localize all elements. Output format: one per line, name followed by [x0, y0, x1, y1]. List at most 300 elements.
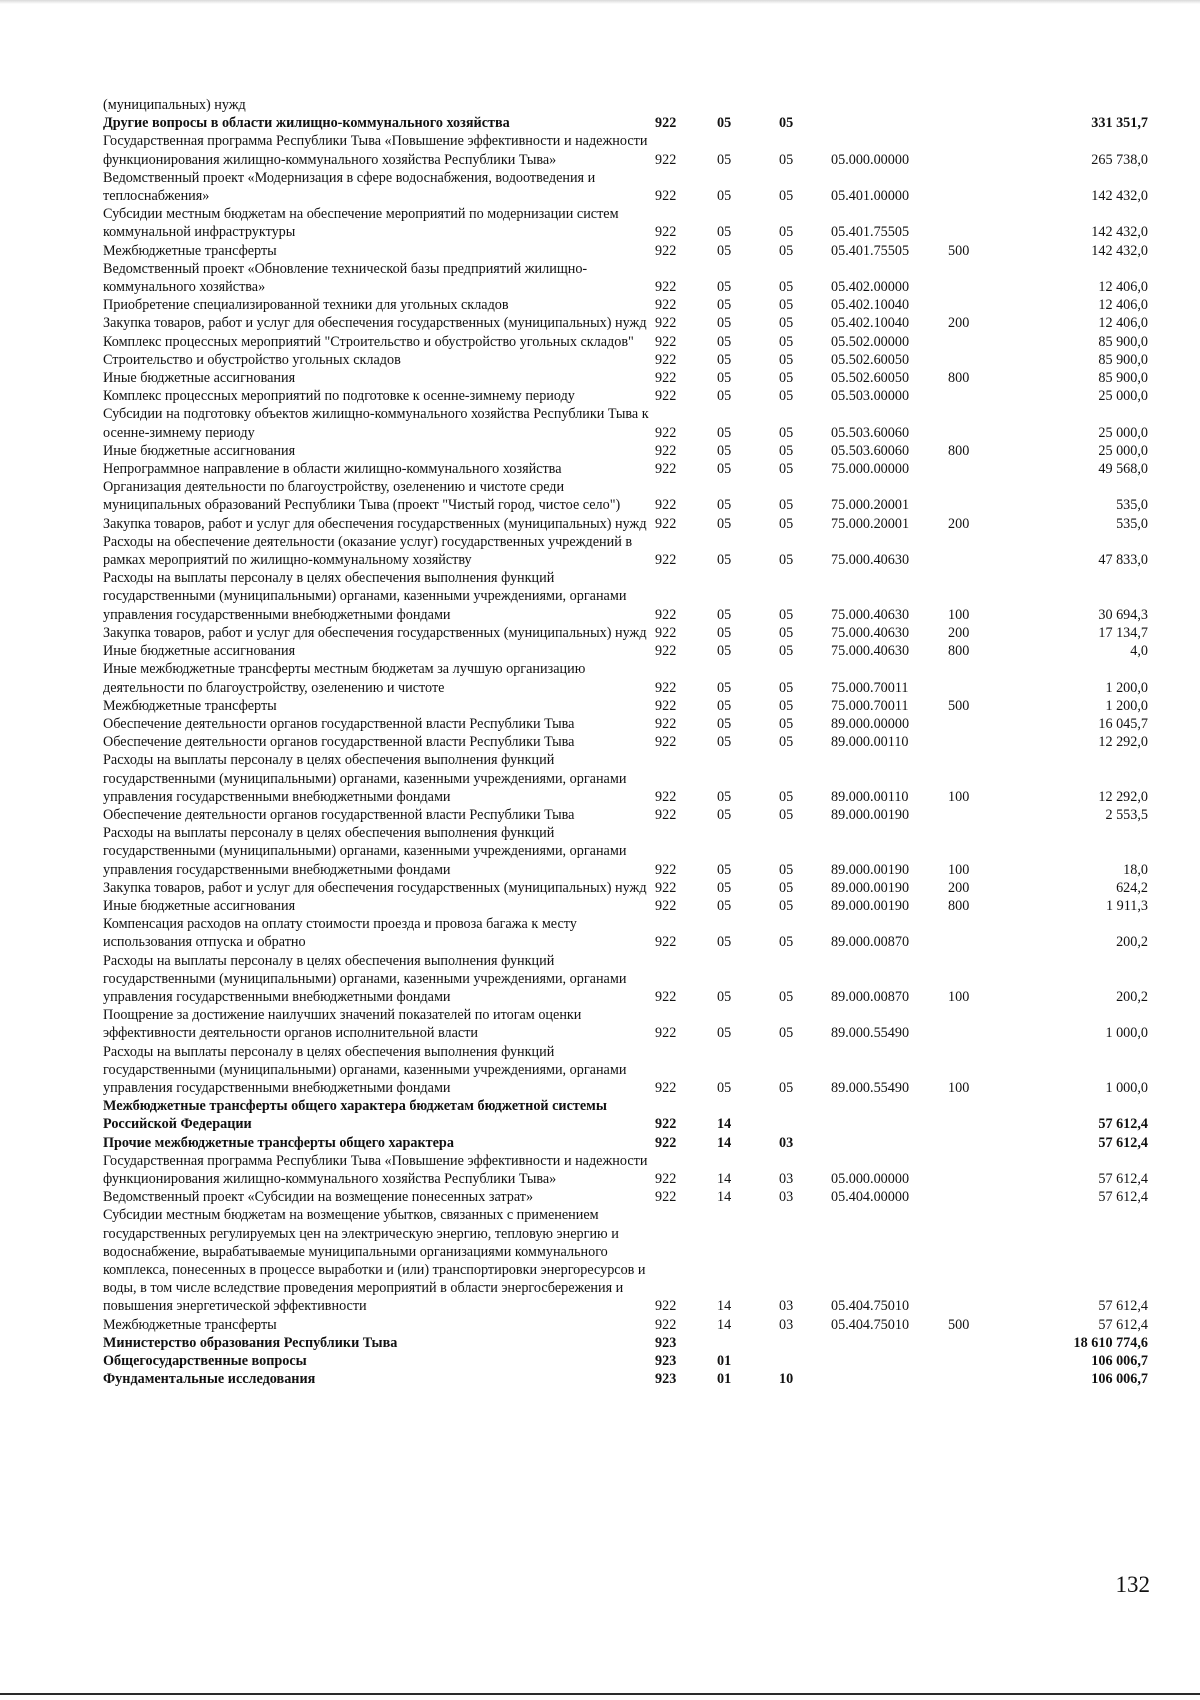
target-article-code: 05.502.60050	[831, 351, 910, 368]
table-row	[103, 369, 1148, 387]
section-code: 05	[717, 461, 732, 478]
row-name: Другие вопросы в области жилищно-коммунального хозяйства	[103, 115, 510, 132]
section-code: 05	[717, 388, 732, 405]
subsection-code	[779, 1097, 831, 1133]
subsection-code: 05	[779, 461, 794, 478]
expense-type-code	[948, 1370, 1008, 1388]
section-code: 01	[717, 1371, 732, 1388]
section-code: 05	[717, 988, 732, 1005]
table-row	[103, 132, 1148, 168]
row-name: Общегосударственные вопросы	[103, 1353, 307, 1370]
budget-allocation-table	[103, 96, 1148, 1388]
amount-value: 106 006,7	[1091, 1353, 1148, 1370]
table-row	[103, 333, 1148, 351]
target-article-code: 05.401.75505	[831, 242, 910, 259]
section-code: 01	[717, 1353, 732, 1370]
target-article-code: 05.503.00000	[831, 388, 910, 405]
amount-value: 200,2	[1116, 988, 1148, 1005]
table-row	[103, 751, 1148, 806]
amount-value: 49 568,0	[1098, 461, 1148, 478]
section-code: 05	[717, 224, 732, 241]
row-name: Прочие межбюджетные трансферты общего характера	[103, 1134, 454, 1151]
expense-type-code	[948, 333, 1008, 351]
page-number: 132	[1115, 1572, 1150, 1597]
row-name: Министерство образования Республики Тыва	[103, 1334, 398, 1351]
target-article-code: 75.000.20001	[831, 497, 910, 514]
section-code: 05	[717, 442, 732, 459]
table-row	[103, 405, 1148, 441]
expense-type-code	[948, 296, 1008, 314]
subsection-code: 05	[779, 224, 794, 241]
expense-type-code	[948, 478, 1008, 514]
ministry-code: 922	[655, 734, 677, 751]
row-name: Ведомственный проект «Модернизация в сфере водоснабжения, водоотведения и теплоснабжения»	[103, 169, 596, 205]
subsection-code: 05	[779, 1025, 794, 1042]
table-row	[103, 515, 1148, 533]
subsection-code: 03	[779, 1134, 794, 1151]
ministry-code: 922	[655, 1298, 677, 1315]
subsection-code: 05	[779, 151, 794, 168]
expense-type-code	[948, 260, 1008, 296]
ministry-code: 922	[655, 788, 677, 805]
ministry-code: 922	[655, 424, 677, 441]
expense-type-code: 800	[948, 370, 970, 387]
row-name: Строительство и обустройство угольных складов	[103, 351, 401, 368]
row-name: Комплекс процессных мероприятий по подготовке к осенне-зимнему периоду	[103, 388, 575, 405]
ministry-code: 922	[655, 442, 677, 459]
amount-value: 1 000,0	[1105, 1079, 1148, 1096]
amount-value: 16 045,7	[1098, 715, 1148, 732]
subsection-code: 05	[779, 806, 794, 823]
subsection-code: 05	[779, 242, 794, 259]
row-name: Закупка товаров, работ и услуг для обеспечения государственных (муниципальных) нужд	[103, 879, 647, 896]
target-article-code: 05.000.00000	[831, 1170, 910, 1187]
amount-value: 47 833,0	[1098, 552, 1148, 569]
subsection-code: 05	[779, 715, 794, 732]
amount-value: 2 553,5	[1105, 806, 1148, 823]
subsection-code: 05	[779, 442, 794, 459]
target-article-code: 75.000.40630	[831, 624, 910, 641]
expense-type-code	[948, 405, 1008, 441]
amount-value: 142 432,0	[1091, 224, 1148, 241]
ministry-code: 922	[655, 461, 677, 478]
table-row	[103, 824, 1148, 879]
row-name: Приобретение специализированной техники для угольных складов	[103, 297, 509, 314]
table-row	[103, 114, 1148, 132]
expense-type-code	[948, 1206, 1008, 1315]
subsection-code: 05	[779, 788, 794, 805]
amount-value: 57 612,4	[1098, 1316, 1148, 1333]
subsection-code: 05	[779, 515, 794, 532]
section-code	[717, 1334, 779, 1352]
table-row	[103, 897, 1148, 915]
subsection-code: 05	[779, 624, 794, 641]
subsection-code: 05	[779, 188, 794, 205]
section-code: 05	[717, 333, 732, 350]
row-name: Ведомственный проект «Обновление технической базы предприятий жилищно-коммунального хозяйства»	[103, 260, 588, 296]
table-body	[103, 96, 1148, 1388]
table-row	[103, 387, 1148, 405]
row-name: Организация деятельности по благоустройству, озеленению и чистоте среди муниципальных образований Республики Тыва (проект "Чистый город, чистое село")	[103, 479, 621, 514]
subsection-code: 05	[779, 279, 794, 296]
ministry-code	[655, 96, 717, 114]
amount-value: 106 006,7	[1091, 1371, 1148, 1388]
expense-type-code: 500	[948, 242, 970, 259]
section-code: 05	[717, 697, 732, 714]
subsection-code: 05	[779, 552, 794, 569]
target-article-code	[831, 1097, 948, 1133]
table-row	[103, 1352, 1148, 1370]
ministry-code: 923	[655, 1371, 677, 1388]
row-name: Фундаментальные исследования	[103, 1371, 316, 1388]
expense-type-code	[948, 169, 1008, 205]
section-code: 05	[717, 515, 732, 532]
target-article-code: 89.000.00870	[831, 988, 910, 1005]
section-code: 05	[717, 242, 732, 259]
subsection-code: 03	[779, 1170, 794, 1187]
subsection-code: 05	[779, 315, 794, 332]
row-name: Межбюджетные трансферты	[103, 697, 277, 714]
subsection-code: 05	[779, 115, 794, 132]
row-name: Компенсация расходов на оплату стоимости проезда и провоза багажа к месту использования отпуска и обратно	[103, 916, 577, 951]
subsection-code: 05	[779, 679, 794, 696]
table-row	[103, 242, 1148, 260]
table-row	[103, 1043, 1148, 1098]
expense-type-code	[948, 806, 1008, 824]
table-row	[103, 915, 1148, 951]
target-article-code: 89.000.55490	[831, 1025, 910, 1042]
row-name: Иные бюджетные ассигнования	[103, 643, 296, 660]
section-code: 14	[717, 1170, 732, 1187]
expense-type-code	[948, 351, 1008, 369]
ministry-code: 922	[655, 1316, 677, 1333]
target-article-code: 89.000.00110	[831, 788, 909, 805]
expense-type-code: 100	[948, 606, 970, 623]
ministry-code: 923	[655, 1353, 677, 1370]
ministry-code: 922	[655, 351, 677, 368]
table-row	[103, 478, 1148, 514]
row-name: Расходы на обеспечение деятельности (оказание услуг) государственных учреждений в рамках мероприятий по жилищно-коммунальному хозяйству	[103, 533, 633, 569]
section-code: 05	[717, 879, 732, 896]
section-code: 05	[717, 370, 732, 387]
table-row	[103, 642, 1148, 660]
row-name: Расходы на выплаты персоналу в целях обеспечения выполнения функций государственными (муниципальными) органами, казенными учреждениями, органами управления государственными внебюджетными фондами	[103, 752, 627, 805]
row-name: Иные межбюджетные трансферты местным бюджетам за лучшую организацию деятельности по благоустройству, озеленению и чистоте	[103, 661, 586, 696]
section-code: 14	[717, 1189, 732, 1206]
section-code: 05	[717, 297, 732, 314]
amount-value: 12 406,0	[1098, 279, 1148, 296]
target-article-code: 05.000.00000	[831, 151, 910, 168]
section-code: 05	[717, 734, 732, 751]
target-article-code	[831, 96, 948, 114]
subsection-code: 05	[779, 606, 794, 623]
expense-type-code	[948, 1334, 1008, 1352]
target-article-code: 75.000.20001	[831, 515, 910, 532]
target-article-code: 75.000.40630	[831, 643, 910, 660]
amount-value: 57 612,4	[1098, 1134, 1148, 1151]
ministry-code: 922	[655, 624, 677, 641]
target-article-code: 05.502.60050	[831, 370, 910, 387]
target-article-code: 89.000.00190	[831, 806, 910, 823]
ministry-code: 922	[655, 897, 677, 914]
amount-value: 85 900,0	[1098, 351, 1148, 368]
amount-value: 57 612,4	[1098, 1298, 1148, 1315]
ministry-code: 922	[655, 806, 677, 823]
table-row	[103, 1006, 1148, 1042]
table-row	[103, 1152, 1148, 1188]
section-code: 05	[717, 279, 732, 296]
row-name: Расходы на выплаты персоналу в целях обеспечения выполнения функций государственными (муниципальными) органами, казенными учреждениями, органами управления государственными внебюджетными фондами	[103, 570, 627, 623]
target-article-code: 05.404.75010	[831, 1316, 910, 1333]
row-name: Ведомственный проект «Субсидии на возмещение понесенных затрат»	[103, 1189, 534, 1206]
table-row	[103, 952, 1148, 1007]
amount-value: 25 000,0	[1098, 442, 1148, 459]
table-row	[103, 169, 1148, 205]
ministry-code: 922	[655, 388, 677, 405]
row-name: Закупка товаров, работ и услуг для обеспечения государственных (муниципальных) нужд	[103, 624, 647, 641]
expense-type-code: 100	[948, 861, 970, 878]
subsection-code	[779, 1352, 831, 1370]
subsection-code: 05	[779, 934, 794, 951]
table-row	[103, 533, 1148, 569]
section-code: 05	[717, 151, 732, 168]
target-article-code	[831, 1370, 948, 1388]
subsection-code: 10	[779, 1371, 794, 1388]
table-row	[103, 351, 1148, 369]
expense-type-code	[948, 1188, 1008, 1206]
section-code: 05	[717, 934, 732, 951]
subsection-code: 03	[779, 1298, 794, 1315]
ministry-code: 922	[655, 1189, 677, 1206]
subsection-code	[779, 1334, 831, 1352]
section-code: 05	[717, 788, 732, 805]
subsection-code: 05	[779, 388, 794, 405]
amount-value: 1 200,0	[1105, 697, 1148, 714]
amount-value: 535,0	[1116, 515, 1148, 532]
table-row	[103, 442, 1148, 460]
table-row	[103, 205, 1148, 241]
table-row	[103, 733, 1148, 751]
target-article-code	[831, 1134, 948, 1152]
table-row	[103, 460, 1148, 478]
subsection-code: 05	[779, 497, 794, 514]
section-code: 05	[717, 351, 732, 368]
ministry-code: 922	[655, 643, 677, 660]
amount-value: 4,0	[1130, 643, 1148, 660]
subsection-code: 03	[779, 1316, 794, 1333]
amount-value: 18,0	[1123, 861, 1148, 878]
target-article-code: 05.502.00000	[831, 333, 910, 350]
ministry-code: 923	[655, 1334, 677, 1351]
amount-value: 25 000,0	[1098, 424, 1148, 441]
ministry-code: 922	[655, 515, 677, 532]
amount-value: 30 694,3	[1098, 606, 1148, 623]
ministry-code: 922	[655, 697, 677, 714]
row-name: Комплекс процессных мероприятий "Строительство и обустройство угольных складов"	[103, 333, 634, 350]
target-article-code: 05.402.10040	[831, 315, 910, 332]
section-code: 05	[717, 1079, 732, 1096]
amount-value: 57 612,4	[1098, 1189, 1148, 1206]
expense-type-code: 500	[948, 1316, 970, 1333]
expense-type-code	[948, 1134, 1008, 1152]
section-code: 05	[717, 315, 732, 332]
expense-type-code	[948, 733, 1008, 751]
table-row	[103, 1188, 1148, 1206]
ministry-code: 922	[655, 242, 677, 259]
section-code: 14	[717, 1134, 732, 1151]
subsection-code: 05	[779, 988, 794, 1005]
section-code: 05	[717, 424, 732, 441]
expense-type-code	[948, 915, 1008, 951]
ministry-code: 922	[655, 934, 677, 951]
table-row	[103, 260, 1148, 296]
target-article-code: 05.404.00000	[831, 1189, 910, 1206]
ministry-code: 922	[655, 333, 677, 350]
amount-value: 18 610 774,6	[1073, 1334, 1148, 1351]
target-article-code	[831, 1352, 948, 1370]
row-name: Расходы на выплаты персоналу в целях обеспечения выполнения функций государственными (муниципальными) органами, казенными учреждениями, органами управления государственными внебюджетными фондами	[103, 825, 627, 878]
section-code: 05	[717, 552, 732, 569]
expense-type-code: 800	[948, 442, 970, 459]
ministry-code: 922	[655, 224, 677, 241]
target-article-code: 89.000.00190	[831, 879, 910, 896]
row-name: (муниципальных) нужд	[103, 97, 246, 113]
section-code: 05	[717, 861, 732, 878]
target-article-code: 75.000.70011	[831, 697, 909, 714]
section-code: 05	[717, 715, 732, 732]
target-article-code: 75.000.40630	[831, 606, 910, 623]
expense-type-code: 200	[948, 879, 970, 896]
ministry-code: 922	[655, 606, 677, 623]
amount-value: 624,2	[1116, 879, 1148, 896]
ministry-code: 922	[655, 497, 677, 514]
section-code: 05	[717, 624, 732, 641]
expense-type-code: 100	[948, 788, 970, 805]
expense-type-code	[948, 715, 1008, 733]
row-name: Поощрение за достижение наилучших значений показателей по итогам оценки эффективности деятельности органов исполнительной власти	[103, 1007, 582, 1042]
target-article-code: 89.000.00870	[831, 934, 910, 951]
expense-type-code	[948, 1152, 1008, 1188]
expense-type-code	[948, 114, 1008, 132]
amount-value	[1008, 96, 1148, 114]
table-row	[103, 1334, 1148, 1352]
row-name: Государственная программа Республики Тыва «Повышение эффективности и надежности функционирования жилищно-коммунального хозяйства Республики Тыва»	[103, 1152, 648, 1187]
expense-type-code: 100	[948, 988, 970, 1005]
expense-type-code	[948, 1097, 1008, 1133]
row-name: Межбюджетные трансферты общего характера бюджетам бюджетной системы Российской Федерации	[103, 1098, 607, 1133]
row-name: Обеспечение деятельности органов государственной власти Республики Тыва	[103, 734, 575, 751]
section-code	[717, 96, 779, 114]
section-code: 05	[717, 679, 732, 696]
subsection-code: 05	[779, 424, 794, 441]
table-row	[103, 1134, 1148, 1152]
amount-value: 1 200,0	[1105, 679, 1148, 696]
amount-value: 25 000,0	[1098, 388, 1148, 405]
amount-value: 12 406,0	[1098, 315, 1148, 332]
subsection-code: 05	[779, 1079, 794, 1096]
row-name: Субсидии местным бюджетам на обеспечение мероприятий по модернизации систем коммунальной инфраструктуры	[103, 206, 619, 241]
row-name: Иные бюджетные ассигнования	[103, 897, 296, 914]
row-name: Иные бюджетные ассигнования	[103, 442, 296, 459]
ministry-code: 922	[655, 315, 677, 332]
expense-type-code	[948, 460, 1008, 478]
table-row	[103, 296, 1148, 314]
table-row	[103, 314, 1148, 332]
expense-type-code	[948, 205, 1008, 241]
expense-type-code	[948, 533, 1008, 569]
target-article-code: 89.000.00000	[831, 715, 910, 732]
amount-value: 142 432,0	[1091, 242, 1148, 259]
row-name: Иные бюджетные ассигнования	[103, 370, 296, 387]
expense-type-code	[948, 96, 1008, 114]
table-row	[103, 715, 1148, 733]
table-row	[103, 1316, 1148, 1334]
expense-type-code	[948, 132, 1008, 168]
target-article-code: 89.000.00190	[831, 897, 910, 914]
target-article-code: 05.401.75505	[831, 224, 910, 241]
ministry-code: 922	[655, 1134, 677, 1151]
table-row	[103, 96, 1148, 114]
amount-value: 1 911,3	[1105, 897, 1148, 914]
target-article-code: 75.000.40630	[831, 552, 910, 569]
target-article-code: 89.000.00190	[831, 861, 910, 878]
row-name: Субсидии местным бюджетам на возмещение убытков, связанных с применением государственных регулируемых цен на электрическую энергию, тепловую энергию и водоснабжение, вырабатываемые муниципальными организациями коммунального комплекса, понесенных в процессе выработки и (или) транспортировки энергоресурсов и воды, в том числе вследствие проведения мероприятий в области энергосбережения и повышения энергетической эффективности	[103, 1207, 646, 1315]
expense-type-code: 200	[948, 515, 970, 532]
row-name: Закупка товаров, работ и услуг для обеспечения государственных (муниципальных) нужд	[103, 515, 647, 532]
ministry-code: 922	[655, 1025, 677, 1042]
subsection-code: 05	[779, 370, 794, 387]
amount-value: 12 406,0	[1098, 297, 1148, 314]
table-row	[103, 806, 1148, 824]
ministry-code: 922	[655, 1170, 677, 1187]
section-code: 05	[717, 188, 732, 205]
target-article-code: 05.402.00000	[831, 279, 910, 296]
amount-value: 12 292,0	[1098, 788, 1148, 805]
section-code: 14	[717, 1298, 732, 1315]
table-row	[103, 1206, 1148, 1315]
target-article-code: 89.000.55490	[831, 1079, 910, 1096]
amount-value: 1 000,0	[1105, 1025, 1148, 1042]
row-name: Расходы на выплаты персоналу в целях обеспечения выполнения функций государственными (муниципальными) органами, казенными учреждениями, органами управления государственными внебюджетными фондами	[103, 1043, 627, 1096]
ministry-code: 922	[655, 279, 677, 296]
ministry-code: 922	[655, 370, 677, 387]
ministry-code: 922	[655, 879, 677, 896]
amount-value: 265 738,0	[1091, 151, 1148, 168]
section-code: 05	[717, 643, 732, 660]
row-name: Непрограммное направление в области жилищно-коммунального хозяйства	[103, 461, 562, 478]
ministry-code: 922	[655, 1079, 677, 1096]
expense-type-code	[948, 660, 1008, 696]
subsection-code: 05	[779, 333, 794, 350]
expense-type-code	[948, 1006, 1008, 1042]
amount-value: 200,2	[1116, 934, 1148, 951]
amount-value: 17 134,7	[1098, 624, 1148, 641]
ministry-code: 922	[655, 1116, 677, 1133]
expense-type-code	[948, 1352, 1008, 1370]
target-article-code	[831, 114, 948, 132]
table-row	[103, 697, 1148, 715]
amount-value: 57 612,4	[1098, 1170, 1148, 1187]
target-article-code: 05.402.10040	[831, 297, 910, 314]
table-row	[103, 879, 1148, 897]
amount-value: 12 292,0	[1098, 734, 1148, 751]
row-name: Межбюджетные трансферты	[103, 242, 277, 259]
row-name: Государственная программа Республики Тыва «Повышение эффективности и надежности функционирования жилищно-коммунального хозяйства Республики Тыва»	[103, 133, 648, 168]
subsection-code: 03	[779, 1189, 794, 1206]
row-name: Расходы на выплаты персоналу в целях обеспечения выполнения функций государственными (муниципальными) органами, казенными учреждениями, органами управления государственными внебюджетными фондами	[103, 952, 627, 1005]
ministry-code: 922	[655, 715, 677, 732]
scan-bottom-edge	[0, 1693, 1200, 1695]
